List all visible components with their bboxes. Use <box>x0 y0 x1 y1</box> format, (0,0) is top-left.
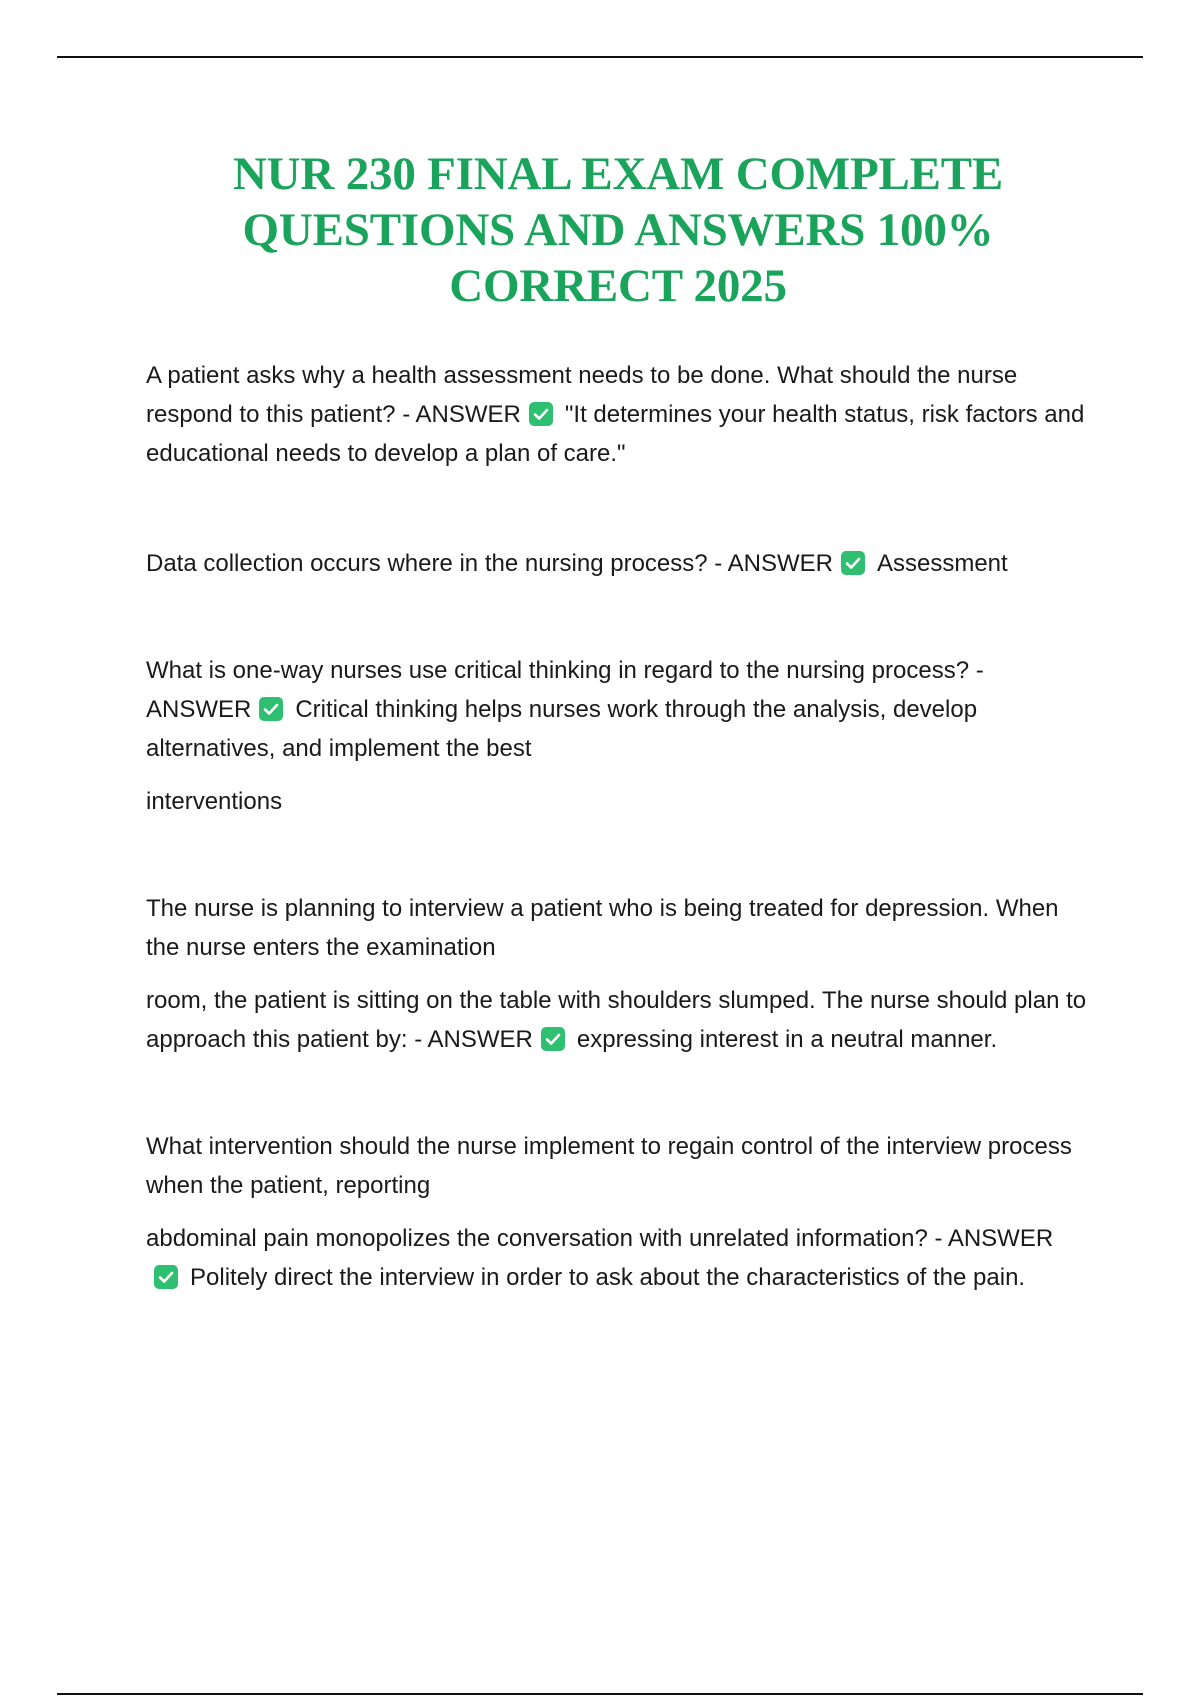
qa-item-2 <box>146 544 1092 583</box>
qa-paragraph-continued <box>146 782 1092 821</box>
qa-item-1 <box>146 356 1092 473</box>
answer-marker: - ANSWER <box>414 1026 533 1053</box>
qa-item-5 <box>146 1127 1092 1297</box>
question-text: What intervention should the nurse implement to regain control of the interview process when the patient, reporting <box>146 1133 1072 1199</box>
title-line-3: CORRECT 2025 <box>449 260 787 312</box>
answer-text: "It determines your health status, risk factors and educational needs to develop a plan of care." <box>146 401 1085 467</box>
answer-text: Critical thinking helps nurses work through the analysis, develop alternatives, and implement the best <box>146 696 978 762</box>
qa-paragraph <box>146 356 1092 473</box>
document-title <box>120 146 1116 314</box>
qa-paragraph-continued <box>146 1219 1092 1297</box>
answer-text: Assessment <box>876 550 1008 577</box>
question-text: A patient asks why a health assessment needs to be done. What should the nurse respond to this patient? <box>146 362 1018 428</box>
qa-paragraph <box>146 889 1092 967</box>
qa-paragraph-continued <box>146 981 1092 1059</box>
title-line-2: QUESTIONS AND ANSWERS 100% <box>242 204 994 256</box>
qa-paragraph <box>146 651 1092 768</box>
question-text-continued: abdominal pain monopolizes the conversation with unrelated information? <box>146 1225 928 1252</box>
qa-paragraph <box>146 544 1092 583</box>
answer-marker: - ANSWER <box>146 657 984 723</box>
question-text: The nurse is planning to interview a patient who is being treated for depression. When the nurse enters the examination <box>146 895 1059 961</box>
top-rule <box>57 56 1143 58</box>
title-line-1: NUR 230 FINAL EXAM COMPLETE <box>232 148 1004 200</box>
answer-text: expressing interest in a neutral manner. <box>576 1026 998 1053</box>
bottom-rule <box>57 1693 1143 1695</box>
qa-item-3 <box>146 651 1092 821</box>
answer-marker: - ANSWER <box>934 1225 1054 1252</box>
question-text: Data collection occurs where in the nursing process? <box>146 550 708 577</box>
green-checkmark-icon <box>154 1265 178 1289</box>
answer-marker: - ANSWER <box>402 401 521 428</box>
qa-item-4 <box>146 889 1092 1059</box>
question-text-continued: room, the patient is sitting on the table with shoulders slumped. The nurse should plan to approach this patient by: <box>146 987 1087 1053</box>
answer-marker: - ANSWER <box>714 550 833 577</box>
answer-text-continued: interventions <box>146 788 283 815</box>
green-checkmark-icon <box>259 697 283 721</box>
green-checkmark-icon <box>529 402 553 426</box>
green-checkmark-icon <box>841 551 865 575</box>
green-checkmark-icon <box>541 1027 565 1051</box>
qa-paragraph <box>146 1127 1092 1205</box>
answer-text: Politely direct the interview in order to ask about the characteristics of the pain. <box>190 1264 1026 1291</box>
qa-list <box>146 356 1092 1297</box>
question-text: What is one-way nurses use critical thinking in regard to the nursing process? <box>146 657 970 684</box>
